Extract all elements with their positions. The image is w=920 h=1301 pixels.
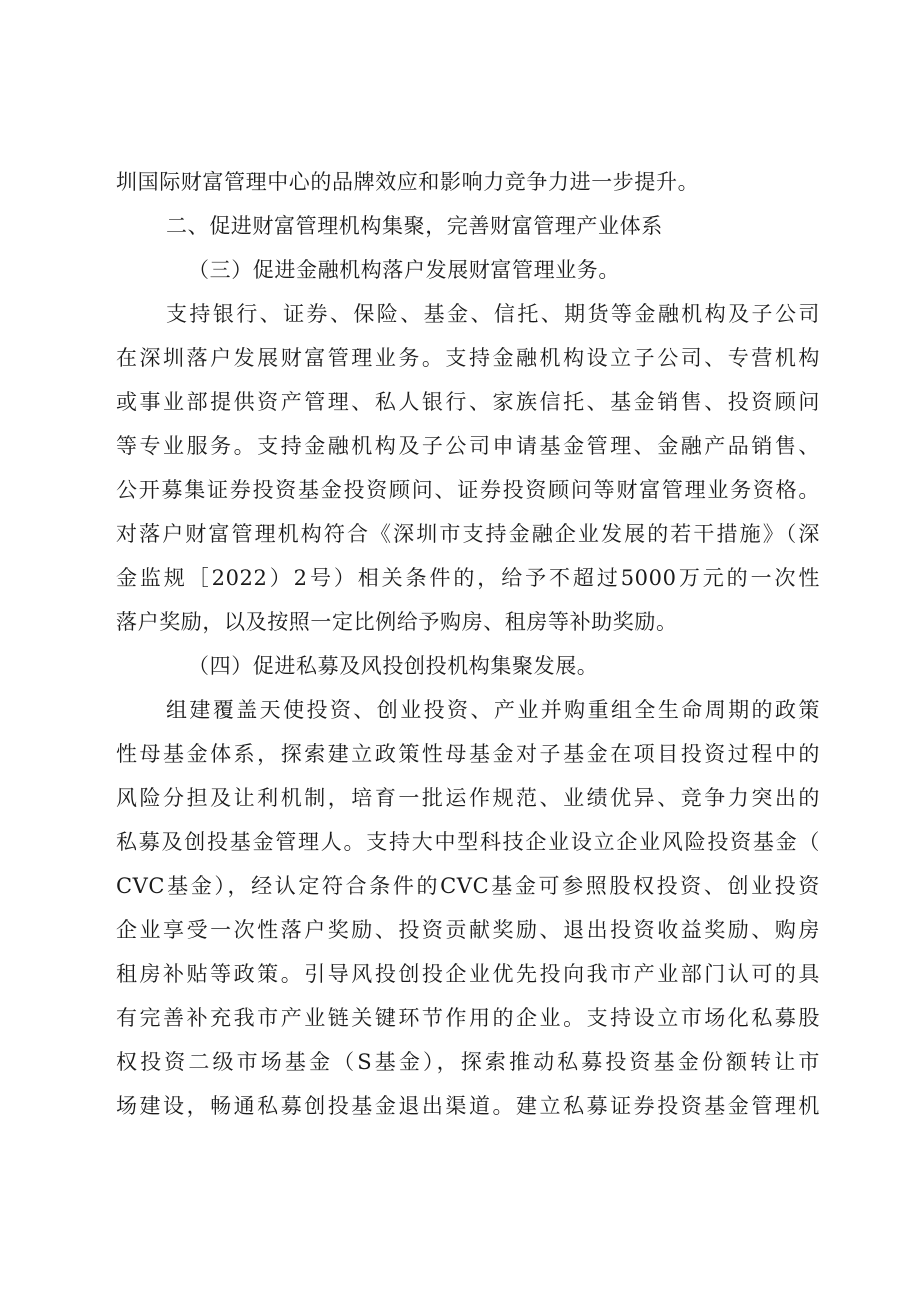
paragraph-line: 在深圳落户发展财富管理业务。支持金融机构设立子公司、专营机构 bbox=[116, 346, 820, 370]
subsection-heading-4: （四）促进私募及风投创投机构集聚发展。 bbox=[188, 654, 599, 678]
paragraph-line: 有完善补充我市产业链关键环节作用的企业。支持设立市场化私募股 bbox=[116, 1006, 820, 1030]
paragraph-line: 落户奖励，以及按照一定比例给予购房、租房等补助奖励。 bbox=[116, 610, 678, 634]
paragraph-line: 组建覆盖天使投资、创业投资、产业并购重组全生命周期的政策 bbox=[166, 698, 820, 722]
paragraph-line: 支持银行、证券、保险、基金、信托、期货等金融机构及子公司 bbox=[166, 302, 820, 326]
paragraph-continuation-line: 圳国际财富管理中心的品牌效应和影响力竞争力进一步提升。 bbox=[116, 170, 700, 194]
paragraph-line: 风险分担及让利机制，培育一批运作规范、业绩优异、竞争力突出的 bbox=[116, 786, 820, 810]
paragraph-line: 企业享受一次性落户奖励、投资贡献奖励、退出投资收益奖励、购房 bbox=[116, 918, 820, 942]
paragraph-line: 场建设，畅通私募创投基金退出渠道。建立私募证券投资基金管理机 bbox=[116, 1094, 820, 1118]
paragraph-line: 私募及创投基金管理人。支持大中型科技企业设立企业风险投资基金（ bbox=[116, 830, 820, 854]
paragraph-line: 金监规［2022）2号）相关条件的，给予不超过5000万元的一次性 bbox=[116, 566, 820, 590]
paragraph-line: 公开募集证券投资基金投资顾问、证券投资顾问等财富管理业务资格。 bbox=[116, 478, 820, 502]
subsection-heading-3: （三）促进金融机构落户发展财富管理业务。 bbox=[188, 258, 620, 282]
paragraph-line: 等专业服务。支持金融机构及子公司申请基金管理、金融产品销售、 bbox=[116, 434, 820, 458]
paragraph-line: 性母基金体系，探索建立政策性母基金对子基金在项目投资过程中的 bbox=[116, 742, 820, 766]
section-heading-2: 二、促进财富管理机构集聚，完善财富管理产业体系 bbox=[166, 214, 663, 238]
paragraph-line: 或事业部提供资产管理、私人银行、家族信托、基金销售、投资顾问 bbox=[116, 390, 820, 414]
paragraph-line: 权投资二级市场基金（S基金），探索推动私募投资基金份额转让市 bbox=[116, 1050, 820, 1074]
paragraph-line: 租房补贴等政策。引导风投创投企业优先投向我市产业部门认可的具 bbox=[116, 962, 820, 986]
paragraph-line: 对落户财富管理机构符合《深圳市支持金融企业发展的若干措施》（深 bbox=[116, 522, 820, 546]
paragraph-line: CVC基金），经认定符合条件的CVC基金可参照股权投资、创业投资 bbox=[116, 874, 820, 898]
